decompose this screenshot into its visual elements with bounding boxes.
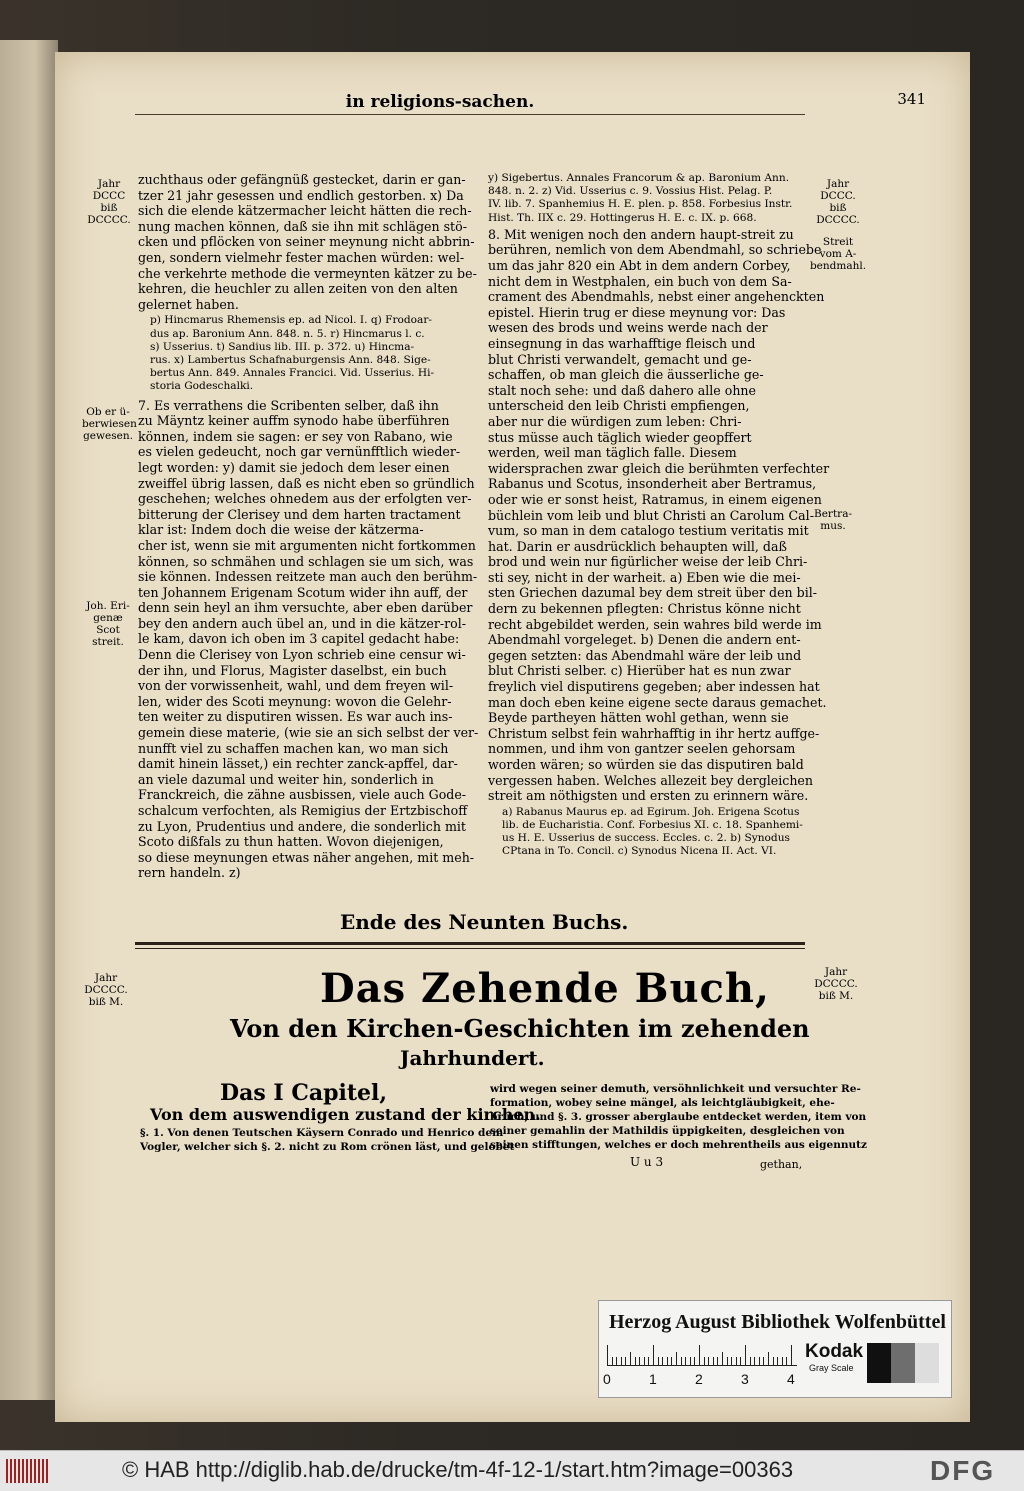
text-line: Abendmahl vorgeleget. b) Denen die andern ent- [488, 632, 801, 648]
text-line: schalcum verfochten, als Remigius der Ertzbischoff [138, 803, 468, 818]
ruler-tick [713, 1357, 714, 1365]
ruler-tick [671, 1357, 672, 1365]
summary-line: wird wegen seiner demuth, versöhnlichkeit und versuchter Re- [490, 1083, 861, 1095]
text-line: können, so schmähen und schlagen sie um sich, was [138, 553, 474, 569]
text-line: von der vorwissenheit, wahl, und dem freyen wil- [138, 678, 454, 694]
text-line: nung machen können, daß sie ihn mit schlägen stö- [138, 218, 467, 234]
text-line: gegen setzten: das Abendmahl wäre der leib und [488, 647, 802, 663]
footnote-line: rus. x) Lambertus Schafnaburgensis Ann. 848. Sige- [150, 353, 431, 366]
text-line: schaffen, ob man gleich die äusserliche ge- [488, 367, 764, 383]
text-line: einsegnung in das warhafftige fleisch und [488, 335, 756, 351]
footnote-line: p) Hincmarus Rhemensis ep. ad Nicol. I. q) Frodoar- [150, 314, 433, 327]
text-line: büchlein vom leib und blut Christi an Carolum Cal- [488, 507, 814, 523]
text-line: epistel. Hierin trug er diese meynung vor: Das [488, 304, 786, 320]
text-line: rern handeln. z) [138, 865, 241, 881]
ruler-tick [699, 1345, 700, 1365]
footnote-line: dus ap. Baronium Ann. 848. n. 5. r) Hincmarus l. c. [150, 327, 425, 340]
margin-erigena-text: Joh. Eri- genæ Scot streit. [86, 600, 130, 648]
text-line: ten Johannem Erigenam Scotum wider ihn auff, der [138, 584, 468, 600]
measure-ruler [607, 1343, 797, 1366]
text-line: vum, so man in dem catalogo testium veritatis mit [488, 523, 809, 539]
footnote-line: 848. n. 2. z) Vid. Usserius c. 9. Vossius Hist. Pelag. P. [488, 185, 773, 198]
chapter-subtitle: Von dem auswendigen zustand der kirchen. [150, 1105, 541, 1124]
summary-line: seiner gemahlin der Mathildis üppigkeiten, desgleichen von [490, 1125, 845, 1137]
chapter-title: Das I Capitel, [220, 1080, 388, 1106]
text-line: brod und wein nur figürlicher weise der leib Chri- [488, 554, 808, 570]
margin-bertramus [808, 508, 858, 532]
ruler-tick [685, 1357, 686, 1365]
text-line: worden wären; so würden sie das disputiren bald [488, 757, 804, 772]
ruler-tick [653, 1345, 654, 1365]
text-line: Christum selbst fein wahrhafftig in ihr hertz auffge- [488, 725, 820, 741]
margin-jahr-right-2-text: Jahr DCCCC. biß M. [814, 966, 858, 1002]
ruler-tick [745, 1345, 746, 1365]
margin-jahr-right-2 [808, 966, 864, 1002]
book-subtitle-2: Jahrhundert. [400, 1046, 545, 1070]
ruler-tick [750, 1357, 751, 1365]
text-line: der ihn, und Florus, Magister daselbst, ein buch [138, 662, 447, 678]
text-line: es vielen gedeucht, noch gar vernünfftlich wieder- [138, 444, 461, 460]
text-line: zuchthaus oder gefängnüß gestecket, darin er gan- [138, 172, 466, 187]
ruler-number: 2 [695, 1371, 703, 1387]
catchword: gethan, [760, 1158, 803, 1171]
text-line: damit hinein lässet,) ein rechter zanck-apffel, dar- [138, 756, 458, 772]
text-line: le kam, davon ich oben im 3 capitel gedacht habe: [138, 631, 460, 647]
ruler-tick [625, 1357, 626, 1365]
summary-line: Vogler, welcher sich §. 2. nicht zu Rom crönen läst, und gelobet [140, 1141, 515, 1153]
ruler-tick [704, 1357, 705, 1365]
text-line: geschehen; welches ohnedem aus der erfolgten ver- [138, 491, 472, 507]
text-line: zu Lyon, Prudentius und andere, die sonderlich mit [138, 818, 466, 834]
ruler-tick [644, 1357, 645, 1365]
section-rule-thin [135, 948, 805, 949]
text-line: so diese meynungen etwas näher angehen, mit meh- [138, 849, 475, 865]
text-line: blut Christi selber. c) Hierüber hat es nun zwar [488, 663, 791, 679]
footnote-line: CPtana in To. Concil. c) Synodus Nicena II. Act. VI. [502, 845, 777, 858]
left-lines-1 [138, 172, 477, 312]
kodak-logo: Kodak [805, 1341, 864, 1362]
text-line: unterscheid den leib Christi empfiengen, [488, 398, 750, 414]
ruler-tick [616, 1357, 617, 1365]
ruler-tick [727, 1357, 728, 1365]
section-rule-thick [135, 942, 805, 945]
text-line: können, indem sie sagen: er sey von Rabano, wie [138, 428, 453, 444]
chapter-summary-left [140, 1126, 514, 1154]
footnote-line: storia Godeschalki. [150, 380, 254, 393]
left-column [138, 172, 479, 881]
text-line: gemein diese materie, (wie sie an sich selbst der ver- [138, 725, 479, 741]
text-line: dern zu bekennen pflegten: Christus könne nicht [488, 601, 801, 617]
text-line: um das jahr 820 ein Abt in dem andern Corbey, [488, 258, 791, 273]
text-line: blut Christi verwandelt, gemacht und ge- [488, 351, 752, 367]
text-line: stalt noch sehe: und daß dahero alle ohne [488, 382, 756, 398]
margin-streit-text: Streit vom A- bendmahl. [809, 236, 867, 272]
text-line: nicht dem in Westphalen, ein buch von dem Sa- [488, 273, 792, 289]
left-footnotes [138, 314, 473, 393]
text-line: Denn die Clerisey von Lyon schrieb eine censur wi- [138, 647, 466, 663]
text-line: cken und pflöcken von seiner meynung nicht abbrin- [138, 234, 475, 250]
margin-jahr-left-2 [80, 972, 132, 1008]
ruler-number: 3 [741, 1371, 749, 1387]
summary-line: formation, wobey seine mängel, als leichtgläubigkeit, ehe- [490, 1097, 835, 1109]
margin-jahr-left [85, 178, 133, 226]
ruler-tick [773, 1357, 774, 1365]
text-line: gelernet haben. [138, 296, 239, 312]
right-column [488, 172, 830, 859]
ruler-tick [621, 1357, 622, 1365]
footnote-line: lib. de Eucharistia. Conf. Forbesius XI. c. 18. Spanhemi- [502, 818, 803, 831]
text-line: che verkehrte methode die vermeynten kätzer zu be- [138, 265, 477, 281]
barcode-icon [6, 1459, 50, 1483]
ruler-tick [782, 1357, 783, 1365]
text-line: cher ist, wenn sie mit argumenten nicht fortkommen [138, 537, 476, 553]
ruler-number: 1 [649, 1371, 657, 1387]
text-line: freylich viel disputirens gegeben; aber indessen hat [488, 679, 820, 695]
book-subtitle: Von den Kirchen-Geschichten im zehenden [230, 1014, 810, 1043]
library-label: Herzog August Bibliothek Wolfenbüttel [609, 1311, 946, 1333]
text-line: wesen des brods und weins werde nach der [488, 320, 768, 336]
text-line: ten weiter zu disputiren wissen. Es war auch ins- [138, 709, 453, 725]
ruler-tick [791, 1345, 792, 1365]
margin-jahr-right [808, 178, 868, 226]
text-line: berühren, nemlich von dem Abendmahl, so schriebe [488, 242, 822, 258]
text-line: sten Griechen dazumal bey dem streit über den bil- [488, 585, 818, 601]
text-line: 8. Mit wenigen noch den andern haupt-streit zu [488, 226, 794, 242]
text-line: werden, weil man täglich falle. Diesem [488, 445, 737, 461]
text-line: hat. Darin er ausdrücklich behaupten will, daß [488, 538, 787, 554]
left-lines-2 [138, 397, 479, 881]
summary-line: seinen stifftungen, welches er doch mehrentheils aus eigennutz [490, 1139, 867, 1151]
ruler-tick [612, 1357, 613, 1365]
left-page-edge [0, 40, 58, 1400]
text-line: sich die elende kätzermacher leicht hätten die rech- [138, 203, 472, 219]
ruler-tick [690, 1357, 691, 1365]
right-lines [488, 226, 830, 804]
footnote-line: us H. E. Usserius de success. Eccles. c. 2. b) Synodus [502, 832, 790, 845]
summary-line: bruch, und §. 3. grosser aberglaube entdecket werden, item von [490, 1111, 867, 1123]
text-line: nunfft viel zu schaffen machen kan, wo man sich [138, 740, 449, 756]
ruler-tick [635, 1357, 636, 1365]
text-line: gen, sondern vielmehr fester machen würden: wel- [138, 249, 465, 265]
footnote-line: Hist. Th. IIX c. 29. Hottingerus H. E. c. IX. p. 668. [488, 211, 757, 224]
margin-jahr-left-2-text: Jahr DCCCC. biß M. [84, 972, 128, 1008]
margin-bertramus-text: Bertra- mus. [814, 508, 852, 532]
page-number: 341 [897, 90, 926, 108]
text-line: tzer 21 jahr gesessen und endlich gestorben. x) Da [138, 187, 464, 203]
text-line: streit am nöthigsten und ersten zu erinnern wäre. [488, 788, 809, 804]
text-line: legt worden: y) damit sie jedoch dem leser einen [138, 459, 450, 475]
ruler-tick [708, 1357, 709, 1365]
chapter-summary-right [490, 1082, 867, 1152]
ruler-number: 4 [787, 1371, 795, 1387]
text-line: oder wie er sonst heist, Ratramus, in einem eigenen [488, 491, 822, 507]
margin-erigena [80, 600, 136, 648]
header-rule [135, 114, 805, 115]
text-line: zu Mäyntz keiner auffm synodo habe überführen [138, 413, 450, 429]
ruler-tick [777, 1357, 778, 1365]
ruler-tick [763, 1357, 764, 1365]
text-line: klar ist: Indem doch die weise der kätzerma- [138, 522, 424, 538]
ruler-tick [740, 1357, 741, 1365]
footnote-line: y) Sigebertus. Annales Francorum & ap. Baronium Ann. [488, 172, 790, 184]
library-color-card [598, 1300, 952, 1398]
text-line: zweiffel übrig lassen, daß es nicht eben so gründlich [138, 475, 475, 491]
text-line: Rabanus und Scotus, insonderheit aber Bertramus, [488, 476, 817, 492]
footnote-line: IV. lib. 7. Spanhemius H. E. plen. p. 858. Forbesius Instr. [488, 198, 793, 211]
text-line: 7. Es verrathens die Scribenten selber, daß ihn [138, 397, 439, 413]
text-line: sie können. Indessen reitzete man auch den berühm- [138, 569, 478, 585]
text-line: len, wider des Scoti meynung: wovon die Gelehr- [138, 693, 452, 709]
text-line: aber nur die würdigen zum leben: Chri- [488, 413, 742, 429]
margin-oberuberwiesen [82, 406, 137, 442]
ruler-tick [648, 1357, 649, 1365]
ruler-tick [658, 1357, 659, 1365]
end-of-book-title: Ende des Neunten Buchs. [340, 910, 629, 934]
ruler-tick [759, 1357, 760, 1365]
copyright-url[interactable]: © HAB http://diglib.hab.de/drucke/tm-4f-12-1/start.htm?image=00363 [122, 1457, 794, 1482]
text-line: crament des Abendmahls, nebst einer angehenckten [488, 289, 825, 305]
text-line: vergessen haben. Welches allezeit bey dergleichen [488, 772, 813, 788]
text-line: nommen, und ihm von gantzer seelen gehorsam [488, 741, 796, 757]
text-line: kehren, die heuchler zu allen zeiten von den alten [138, 281, 458, 297]
text-line: Franckreich, die zähne ausbissen, viele auch Gode- [138, 787, 467, 803]
right-footnotes [488, 806, 808, 859]
ruler-tick [667, 1357, 668, 1365]
text-line: bitterung der Clerisey und dem harten tractament [138, 506, 461, 522]
ruler-tick [736, 1357, 737, 1365]
text-line: Scoto dißfals zu thun hatten. Wovon diejenigen, [138, 834, 444, 850]
ruler-tick [662, 1357, 663, 1365]
gray-scale-label: Gray Scale [809, 1363, 854, 1373]
footnote-line: a) Rabanus Maurus ep. ad Egirum. Joh. Erigena Scotus [502, 805, 800, 818]
dfg-logo: DFG [930, 1455, 996, 1486]
ruler-number: 0 [603, 1371, 611, 1387]
ruler-tick [722, 1352, 723, 1365]
ruler-tick [630, 1352, 631, 1365]
ruler-tick [786, 1357, 787, 1365]
footnote-line: s) Usserius. t) Sandius lib. III. p. 372. u) Hincma- [150, 340, 415, 353]
ruler-tick [768, 1352, 769, 1365]
ruler-tick [639, 1357, 640, 1365]
margin-jahr-left-text: Jahr DCCC biß DCCCC. [87, 178, 131, 226]
margin-oberuberwiesen-text: Ob er ü- berwiesen gewesen. [82, 406, 137, 442]
ruler-tick [676, 1352, 677, 1365]
text-line: man doch eben keine eigene secte daraus gemachet. [488, 694, 827, 710]
ruler-tick [681, 1357, 682, 1365]
text-line: recht abgebildet werden, sein wahres bild werde im [488, 616, 822, 632]
viewer-footer [0, 1450, 1024, 1491]
margin-jahr-right-text: Jahr DCCC. biß DCCCC. [816, 178, 860, 226]
right-footnotes-top [488, 172, 808, 225]
footnote-line: bertus Ann. 849. Annales Francici. Vid. Usserius. Hi- [150, 367, 435, 380]
ruler-tick [717, 1357, 718, 1365]
running-head: in religions-sachen. [345, 92, 535, 112]
ruler-tick [694, 1357, 695, 1365]
gray-swatch-light [915, 1343, 939, 1383]
text-line: bey den andern auch übel an, und in die kätzer-rol- [138, 615, 467, 631]
signature-mark: U u 3 [630, 1155, 664, 1169]
ruler-tick [607, 1345, 608, 1365]
summary-line: §. 1. Von denen Teutschen Käysern Conrado und Henrico dem [140, 1127, 504, 1139]
text-line: an viele dazumal und weiter hin, sonderlich in [138, 771, 434, 787]
text-line: sti sey, nicht in der warheit. a) Eben wie die mei- [488, 569, 801, 585]
text-line: denn sein heyl an ihm versuchte, aber eben darüber [138, 600, 473, 616]
gray-swatch-black [867, 1343, 891, 1383]
text-line: stus müsse auch täglich wieder geopffert [488, 429, 752, 445]
book-title: Das Zehende Buch, [320, 965, 770, 1012]
text-line: Beyde partheyen hätten wohl gethan, wenn sie [488, 710, 789, 726]
text-line: widersprachen zwar gleich die berühmten verfechter [488, 460, 830, 476]
ruler-tick [731, 1357, 732, 1365]
ruler-tick [754, 1357, 755, 1365]
gray-swatch-mid [891, 1343, 915, 1383]
